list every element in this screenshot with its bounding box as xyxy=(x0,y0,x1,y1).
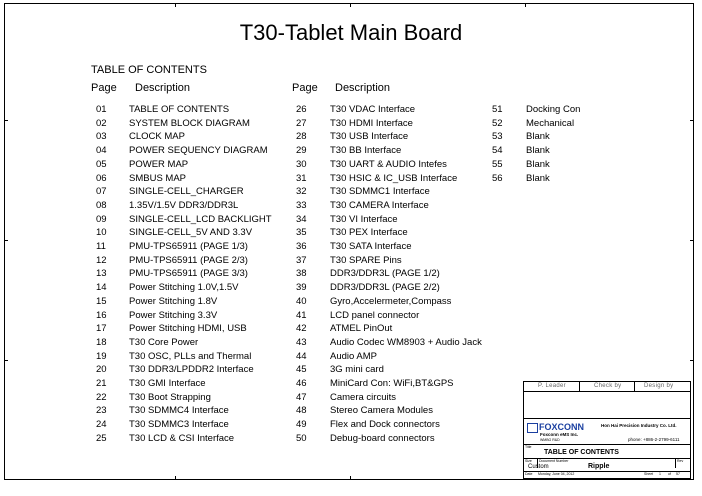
toc-description: T30 SATA Interface xyxy=(330,241,412,252)
company-full-name: Hon Hai Precision Industry Co. Ltd. xyxy=(601,423,677,428)
toc-page-number: 18 xyxy=(96,336,107,348)
toc-page-number: 27 xyxy=(296,117,307,129)
toc-page-number: 11 xyxy=(96,241,106,252)
toc-description: 1.35V/1.5V DDR3/DDR3L xyxy=(129,199,239,211)
toc-page-number: 08 xyxy=(96,199,107,211)
toc-page-number: 37 xyxy=(296,254,307,266)
toc-description: T30 USB Interface xyxy=(330,131,409,143)
frame-tick xyxy=(4,120,8,121)
toc-page-number: 31 xyxy=(296,172,307,184)
toc-description: Mechanical xyxy=(526,117,575,129)
toc-page-number: 40 xyxy=(296,295,307,307)
toc-page-number: 49 xyxy=(296,419,307,431)
toc-description: T30 OSC, PLLs and Thermal xyxy=(129,350,252,362)
toc-description: CLOCK MAP xyxy=(129,131,185,143)
toc-page-number: 03 xyxy=(96,131,107,143)
date-label: Date xyxy=(525,472,533,476)
toc-page-number: 34 xyxy=(296,213,307,225)
toc-page-number: 26 xyxy=(296,104,307,115)
toc-description: POWER SEQUENCY DIAGRAM xyxy=(129,145,268,157)
toc-description: MiniCard Con: WiFi,BT&GPS xyxy=(330,378,454,389)
toc-description: T30 Boot Strapping xyxy=(129,391,211,403)
toc-description: Flex and Dock connectors xyxy=(330,419,440,431)
toc-page-number: 09 xyxy=(96,213,107,225)
frame-tick xyxy=(525,3,526,7)
toc-description: DDR3/DDR3L (PAGE 1/2) xyxy=(330,268,440,280)
toc-description: T30 VDAC Interface xyxy=(330,104,416,115)
toc-page-number: 06 xyxy=(96,172,107,184)
frame-tick xyxy=(690,240,694,241)
rev-label: Rev xyxy=(677,459,684,463)
toc-page-number: 36 xyxy=(296,241,307,252)
toc-description: SYSTEM BLOCK DIAGRAM xyxy=(129,117,250,129)
toc-page-number: 47 xyxy=(296,391,307,403)
sheet-value: 1 xyxy=(659,472,661,476)
toc-page-number: 43 xyxy=(296,336,307,348)
toc-page-number: 12 xyxy=(96,254,107,266)
toc-page-number: 19 xyxy=(96,350,107,362)
toc-description: T30 SDMMC3 Interface xyxy=(129,419,229,431)
toc-description: Debug-board connectors xyxy=(330,432,435,444)
toc-page-number: 55 xyxy=(492,158,503,170)
frame-tick xyxy=(350,3,351,7)
docnum-value: Ripple xyxy=(588,463,610,470)
toc-page-number: 01 xyxy=(96,104,107,115)
sheet-label: Sheet xyxy=(644,472,654,476)
toc-description: Gyro,Accelermeter,Compass xyxy=(330,295,452,307)
toc-description: T30 BB Interface xyxy=(330,145,402,157)
toc-description: SMBUS MAP xyxy=(129,172,187,184)
toc-description: T30 SPARE Pins xyxy=(330,254,402,266)
toc-page-number: 41 xyxy=(296,309,307,321)
toc-page-number: 45 xyxy=(296,364,307,376)
toc-page-number: 21 xyxy=(96,378,107,389)
toc-page-number: 39 xyxy=(296,282,307,294)
toc-page-number: 17 xyxy=(96,323,107,335)
toc-page-number: 51 xyxy=(492,104,503,115)
toc-description: Blank xyxy=(526,145,550,157)
description-header: Description xyxy=(335,82,391,94)
toc-description: Power Stitching HDMI, USB xyxy=(129,323,247,335)
frame-tick xyxy=(350,476,351,480)
size-value: Custom xyxy=(528,464,549,470)
toc-description: T30 SDMMC1 Interface xyxy=(330,186,430,198)
toc-page-number: 52 xyxy=(492,117,503,129)
toc-page-number: 02 xyxy=(96,117,107,129)
toc-description: T30 VI Interface xyxy=(330,213,398,225)
page-title: T30-Tablet Main Board xyxy=(239,20,463,45)
toc-page-number: 05 xyxy=(96,158,107,170)
toc-page-number: 23 xyxy=(96,405,107,417)
toc-description: Blank xyxy=(526,158,550,170)
toc-page-number: 46 xyxy=(296,378,307,389)
toc-description: Blank xyxy=(526,172,550,184)
page-header: Page xyxy=(292,82,318,94)
toc-description: Audio AMP xyxy=(330,350,377,362)
toc-description: Audio Codec WM8903 + Audio Jack xyxy=(330,336,482,348)
toc-page-number: 54 xyxy=(492,145,503,157)
toc-description: SINGLE-CELL_LCD BACKLIGHT xyxy=(129,213,272,225)
toc-description: T30 PEX Interface xyxy=(330,227,408,239)
toc-page-number: 15 xyxy=(96,295,107,307)
toc-description: T30 UART & AUDIO Intefes xyxy=(330,158,447,170)
foxconn-logo: FOXCONN xyxy=(527,422,584,433)
toc-page-number: 30 xyxy=(296,158,307,170)
toc-description: SINGLE-CELL_CHARGER xyxy=(129,186,244,198)
toc-description: LCD panel connector xyxy=(330,309,420,321)
check-by-label: Check by xyxy=(594,383,622,389)
frame-tick xyxy=(175,476,176,480)
docnum-label: Document Number xyxy=(539,459,569,463)
toc-page-number: 04 xyxy=(96,145,107,157)
title-label: Title xyxy=(525,445,532,449)
toc-page-number: 29 xyxy=(296,145,307,157)
toc-page-number: 07 xyxy=(96,186,107,198)
toc-page-number: 32 xyxy=(296,186,307,198)
toc-page-number: 16 xyxy=(96,309,107,321)
size-label: Size xyxy=(525,459,532,463)
frame-tick xyxy=(690,120,694,121)
toc-description: DDR3/DDR3L (PAGE 2/2) xyxy=(330,282,440,294)
frame-tick xyxy=(4,360,8,361)
toc-page-number: 10 xyxy=(96,227,107,239)
toc-description: T30 SDMMC4 Interface xyxy=(129,405,229,417)
toc-description: Blank xyxy=(526,131,550,143)
toc-description: Power Stitching 1.8V xyxy=(129,295,218,307)
toc-description: T30 GMI Interface xyxy=(129,378,206,389)
toc-page-number: 24 xyxy=(96,419,107,431)
toc-description: Power Stitching 3.3V xyxy=(129,309,218,321)
toc-page-number: 25 xyxy=(96,432,107,444)
toc-description: Camera circuits xyxy=(330,391,396,403)
toc-page-number: 53 xyxy=(492,131,503,143)
toc-description: Stereo Camera Modules xyxy=(330,405,433,417)
p-leader-label: P. Leader xyxy=(538,383,566,389)
toc-page-number: 56 xyxy=(492,172,503,184)
toc-description: 3G mini card xyxy=(330,364,384,376)
frame-tick xyxy=(690,360,694,361)
toc-page-number: 50 xyxy=(296,432,307,444)
doc-title: TABLE OF CONTENTS xyxy=(544,449,619,456)
design-by-label: Design by xyxy=(644,383,674,389)
toc-page-number: 28 xyxy=(296,131,307,143)
title-block xyxy=(523,381,691,479)
toc-page-number: 48 xyxy=(296,405,307,417)
company-addr: WMBG R&D xyxy=(540,438,560,442)
toc-page-number: 44 xyxy=(296,350,307,362)
toc-page-number: 20 xyxy=(96,364,107,376)
phone: phone: +886-2-2799-6111 xyxy=(628,437,680,442)
toc-page-number: 42 xyxy=(296,323,307,335)
toc-description: POWER MAP xyxy=(129,158,189,170)
toc-description: ATMEL PinOut xyxy=(330,323,393,335)
toc-description: T30 DDR3/LPDDR2 Interface xyxy=(129,364,254,376)
frame-tick xyxy=(4,240,8,241)
of-label: of xyxy=(668,472,671,476)
toc-page-number: 38 xyxy=(296,268,307,280)
toc-description: Docking Con xyxy=(526,104,581,115)
toc-description: T30 Core Power xyxy=(129,336,199,348)
toc-page-number: 14 xyxy=(96,282,107,294)
toc-page-number: 35 xyxy=(296,227,307,239)
company-sub: Foxconn eMS Inc. xyxy=(540,432,579,437)
toc-page-number: 33 xyxy=(296,199,307,211)
toc-page-number: 13 xyxy=(96,268,107,280)
description-header: Description xyxy=(135,82,191,94)
toc-label: TABLE OF CONTENTS xyxy=(91,64,207,76)
toc-description: TABLE OF CONTENTS xyxy=(129,104,230,115)
of-value: 57 xyxy=(676,472,680,476)
frame-tick xyxy=(175,3,176,7)
toc-description: T30 HDMI Interface xyxy=(330,117,413,129)
page-header: Page xyxy=(91,82,117,94)
toc-description: T30 HSIC & IC_USB Interface xyxy=(330,172,458,184)
toc-description: PMU-TPS65911 (PAGE 2/3) xyxy=(129,254,248,266)
toc-description: SINGLE-CELL_5V AND 3.3V xyxy=(129,227,253,239)
toc-description: PMU-TPS65911 (PAGE 1/3) xyxy=(129,241,248,252)
date-value: Monday, June 04, 2012 xyxy=(538,472,575,476)
toc-description: Power Stitching 1.0V,1.5V xyxy=(129,282,239,294)
toc-page-number: 22 xyxy=(96,391,107,403)
toc-description: T30 LCD & CSI Interface xyxy=(129,432,235,444)
toc-description: T30 CAMERA Interface xyxy=(330,199,429,211)
toc-description: PMU-TPS65911 (PAGE 3/3) xyxy=(129,268,248,280)
